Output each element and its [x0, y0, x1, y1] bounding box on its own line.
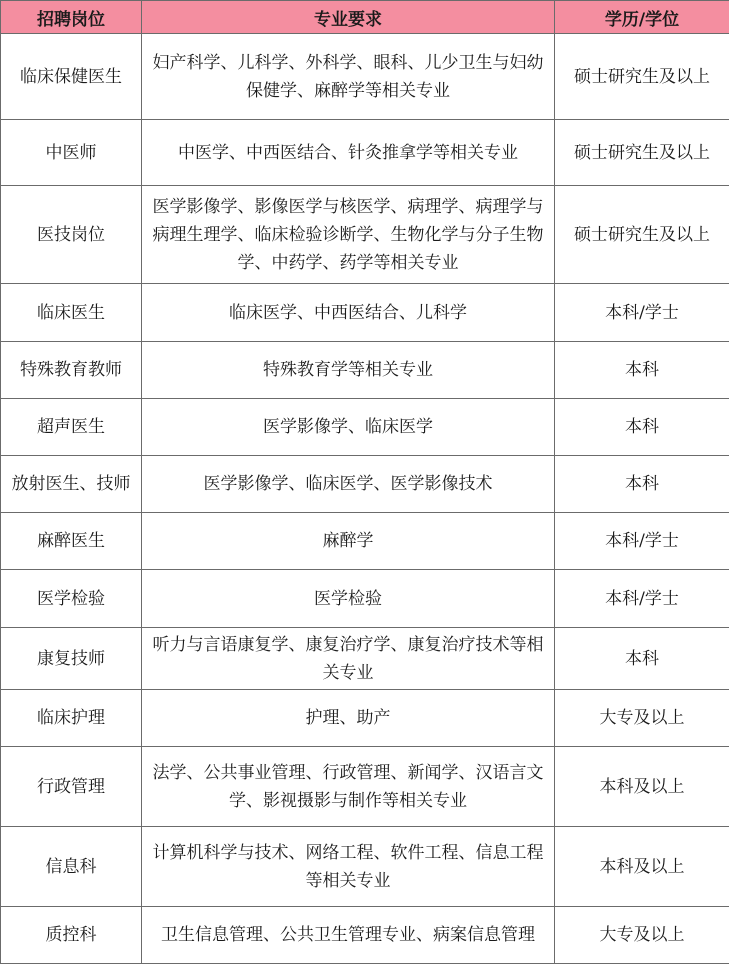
- cell-major: 卫生信息管理、公共卫生管理专业、病案信息管理: [142, 907, 555, 964]
- table-row: [1, 399, 729, 456]
- cell-position: 临床保健医生: [1, 34, 142, 120]
- table-row: [1, 827, 729, 907]
- table-row: [1, 690, 729, 747]
- table-row: [1, 456, 729, 513]
- cell-degree: 硕士研究生及以上: [555, 120, 729, 186]
- cell-major: 听力与言语康复学、康复治疗学、康复治疗技术等相关专业: [142, 628, 555, 690]
- cell-position: 行政管理: [1, 747, 142, 827]
- cell-major: 临床医学、中西医结合、儿科学: [142, 284, 555, 342]
- cell-position: 临床护理: [1, 690, 142, 747]
- cell-major: 护理、助产: [142, 690, 555, 747]
- cell-position: 质控科: [1, 907, 142, 964]
- cell-degree: 本科及以上: [555, 827, 729, 907]
- cell-position: 放射医生、技师: [1, 456, 142, 513]
- table-row: [1, 747, 729, 827]
- cell-position: 麻醉医生: [1, 513, 142, 570]
- cell-position: 特殊教育教师: [1, 342, 142, 399]
- cell-degree: 大专及以上: [555, 690, 729, 747]
- cell-major: 妇产科学、儿科学、外科学、眼科、儿少卫生与妇幼保健学、麻醉学等相关专业: [142, 34, 555, 120]
- table-row: [1, 907, 729, 964]
- header-degree: 学历/学位: [555, 1, 729, 34]
- cell-degree: 大专及以上: [555, 907, 729, 964]
- cell-degree: 本科及以上: [555, 747, 729, 827]
- cell-position: 信息科: [1, 827, 142, 907]
- cell-position: 康复技师: [1, 628, 142, 690]
- table-row: [1, 120, 729, 186]
- table-row: [1, 513, 729, 570]
- table-row: [1, 342, 729, 399]
- table-row: [1, 34, 729, 120]
- cell-degree: 本科/学士: [555, 570, 729, 628]
- cell-position: 医学检验: [1, 570, 142, 628]
- cell-major: 中医学、中西医结合、针灸推拿学等相关专业: [142, 120, 555, 186]
- table-row: [1, 628, 729, 690]
- cell-degree: 硕士研究生及以上: [555, 186, 729, 284]
- table-row: [1, 284, 729, 342]
- cell-major: 医学影像学、影像医学与核医学、病理学、病理学与病理生理学、临床检验诊断学、生物化学与分子生物学、中药学、药学等相关专业: [142, 186, 555, 284]
- cell-degree: 硕士研究生及以上: [555, 34, 729, 120]
- cell-major: 麻醉学: [142, 513, 555, 570]
- cell-degree: 本科: [555, 399, 729, 456]
- cell-degree: 本科/学士: [555, 513, 729, 570]
- cell-major: 法学、公共事业管理、行政管理、新闻学、汉语言文学、影视摄影与制作等相关专业: [142, 747, 555, 827]
- table-row: [1, 570, 729, 628]
- table-row: [1, 186, 729, 284]
- cell-degree: 本科: [555, 342, 729, 399]
- cell-major: 计算机科学与技术、网络工程、软件工程、信息工程等相关专业: [142, 827, 555, 907]
- cell-major: 医学影像学、临床医学: [142, 399, 555, 456]
- cell-major: 医学影像学、临床医学、医学影像技术: [142, 456, 555, 513]
- header-position: 招聘岗位: [1, 1, 142, 34]
- cell-major: 特殊教育学等相关专业: [142, 342, 555, 399]
- cell-position: 超声医生: [1, 399, 142, 456]
- cell-major: 医学检验: [142, 570, 555, 628]
- cell-position: 医技岗位: [1, 186, 142, 284]
- cell-degree: 本科: [555, 628, 729, 690]
- cell-position: 临床医生: [1, 284, 142, 342]
- cell-degree: 本科: [555, 456, 729, 513]
- cell-degree: 本科/学士: [555, 284, 729, 342]
- table-header-row: [1, 1, 729, 34]
- header-major: 专业要求: [142, 1, 555, 34]
- cell-position: 中医师: [1, 120, 142, 186]
